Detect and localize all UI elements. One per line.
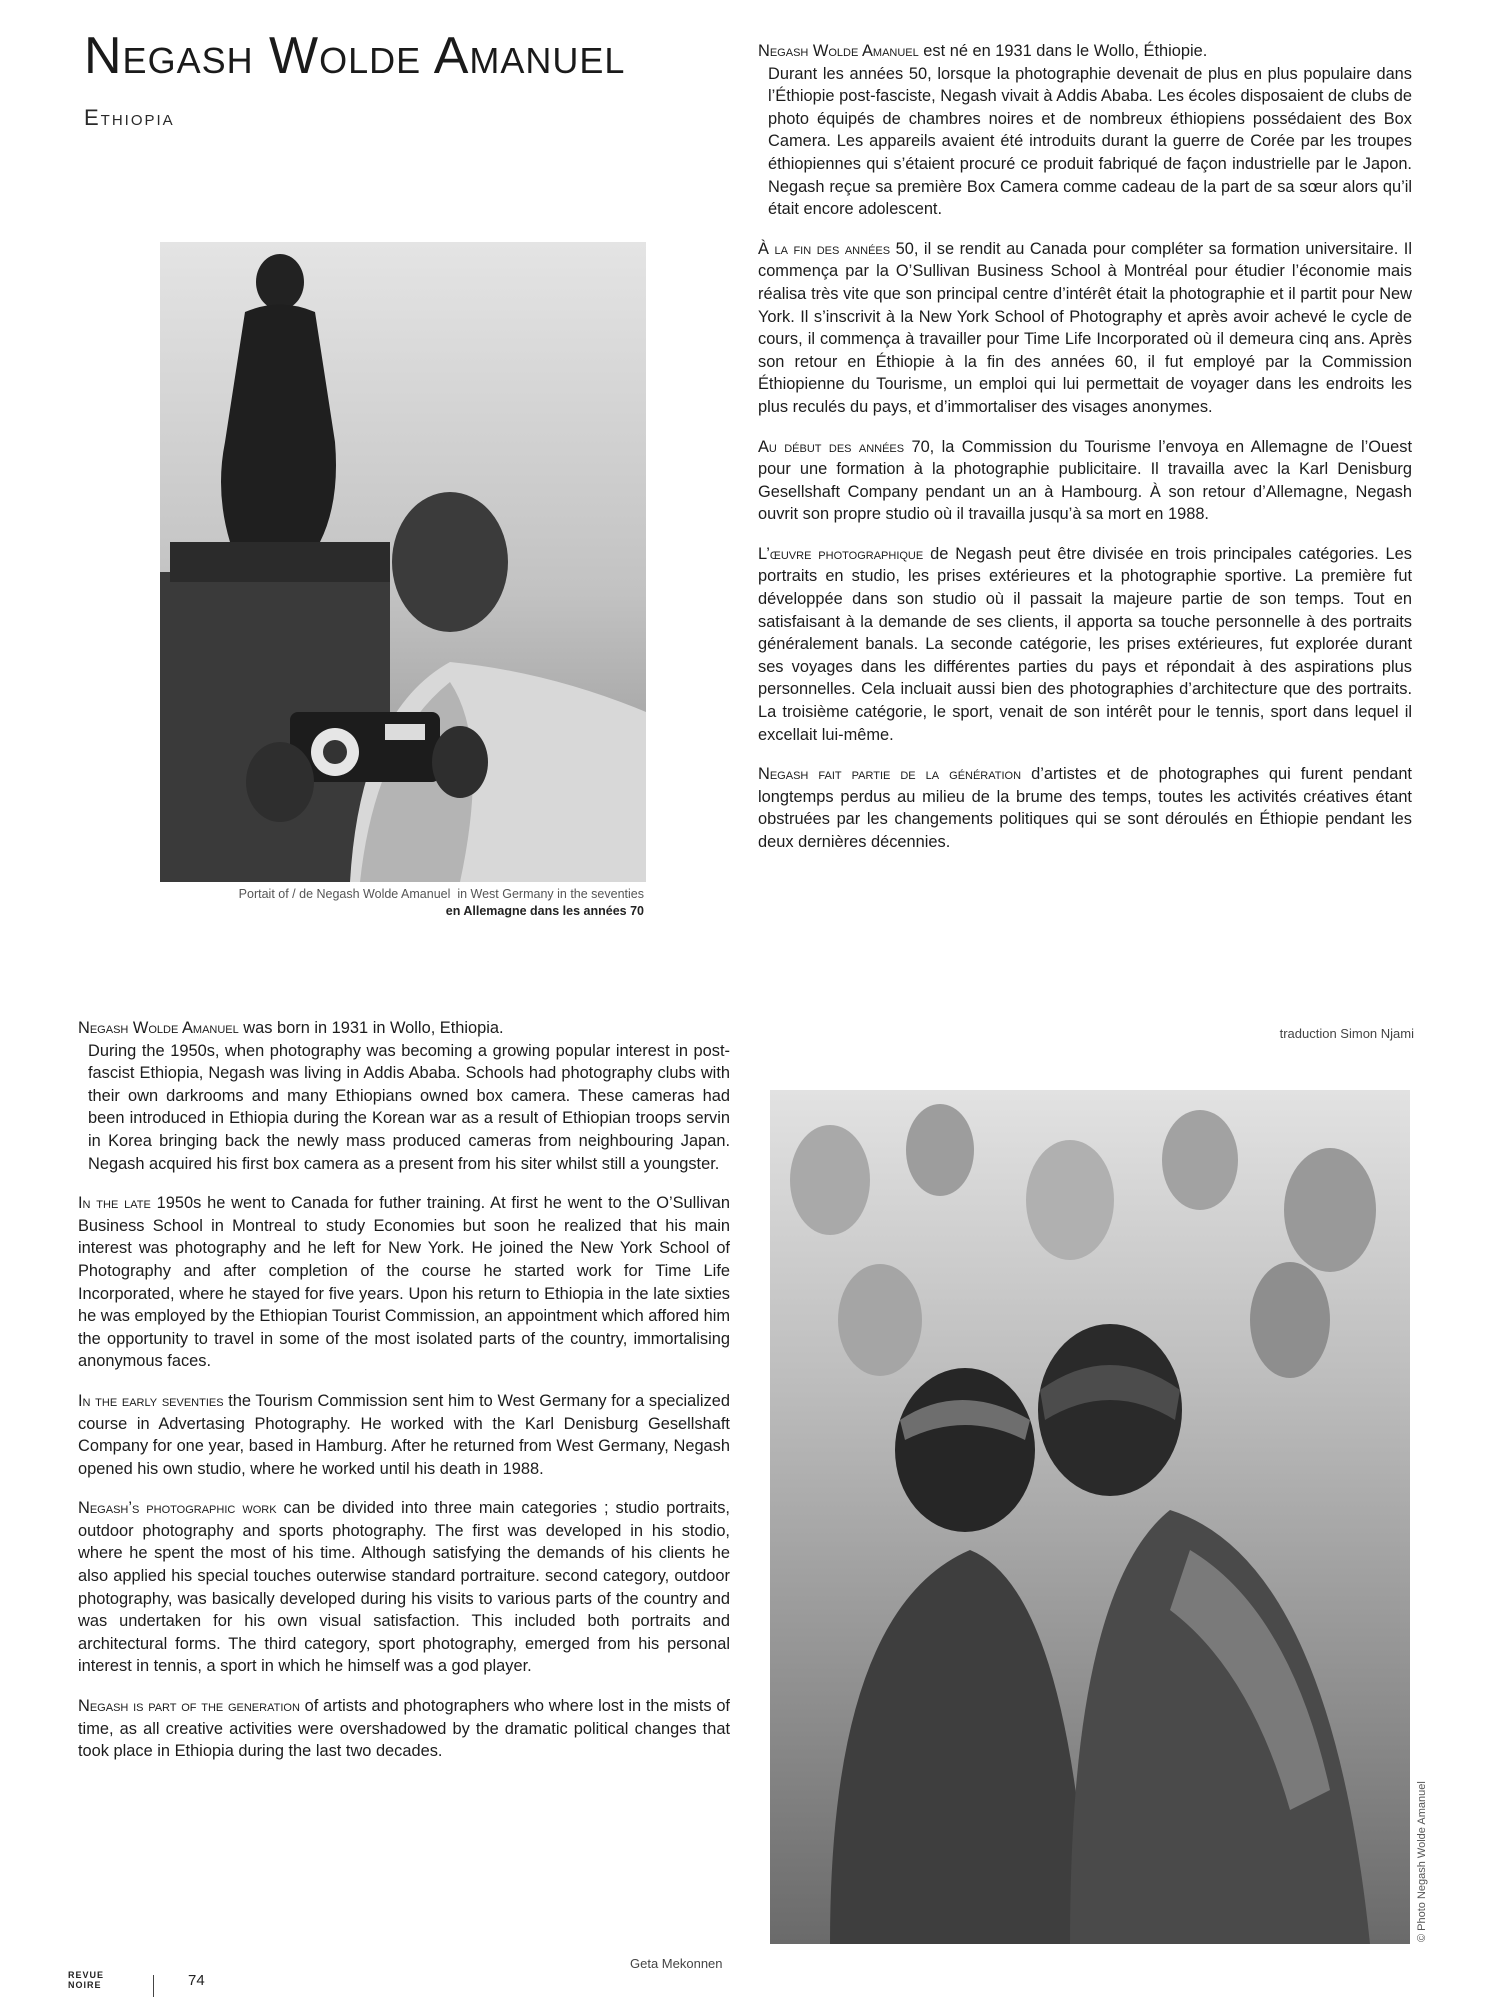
- fr-lead-3: Au début des années 70,: [758, 437, 935, 456]
- fr-paragraph-1: [758, 40, 1412, 63]
- fr-lead-1: Negash Wolde Amanuel: [758, 42, 919, 60]
- magazine-logo: [68, 1970, 104, 1990]
- fr-lead-4: L’œuvre photographique: [758, 544, 924, 563]
- fr-text-3: la Commission du Tourisme l’envoya en Allemagne de l’Ouest pour une formation à la photographie publicitaire. Il travailla avec la Karl Denisburg Gesellshaft Company pendant un an à Hambourg. À son retour d’Allemagne, Negash ouvrit son propre studio où il travailla jusqu’à sa mort en 1988.: [758, 437, 1412, 524]
- en-text-1: was born in 1931 in Wollo, Ethiopia.: [238, 1019, 504, 1037]
- caption-prefix: Portait of / de Negash Wolde Amanuel: [238, 887, 451, 901]
- country-subtitle: Ethiopia: [84, 105, 175, 130]
- en-paragraph-1b: During the 1950s, when photography was becoming a growing popular interest in post-fascist Ethiopia, Negash was living in Addis Ababa. Schools had photography clubs with their own darkrooms and many Ethiopians owned box camera. These cameras had been introduced in Ethiopia during the Korean war as a result of Ethiopian troops servin in Korea bringing back the newly mass produced cameras from neighbouring Japan. Negash acquired his first box camera as a present from his siter whilst still a youngster.: [88, 1041, 730, 1173]
- en-paragraph-2: [78, 1192, 730, 1373]
- fr-text-1: est né en 1931 dans le Wollo, Éthiopie.: [918, 42, 1208, 60]
- fr-text-2: il se rendit au Canada pour compléter sa formation universitaire. Il commença par la O’Sullivan Business School à Montréal pour étudier l’économie mais réalisa très vite que son principal centre d’intérêt était la photographie et il partit pour New York. Il s’inscrivit à la New York School of Photography et après avoir achevé le cycle de cours, il commença à travailler pour Time Life Incorporated où il demeura cinq ans. Après son retour en Éthiopie à la fin des années 60, il fut employé par la Commission Éthiopienne du Tourisme, un emploi qui lui permettait de voyager dans les endroits les plus reculés du pays, et d’immortaliser des visages anonymes.: [758, 239, 1413, 416]
- translation-credit: traduction Simon Njami: [1279, 1026, 1414, 1041]
- fr-paragraph-2: [758, 238, 1412, 419]
- caption-en: in West Germany in the seventies: [457, 887, 644, 901]
- en-lead-3: In the early seventies: [78, 1391, 224, 1410]
- fr-paragraph-5: [758, 763, 1412, 853]
- page-number: 74: [188, 1972, 205, 1989]
- en-lead-5: Negash is part of the generation: [78, 1697, 300, 1716]
- fr-text-4: de Negash peut être divisée en trois principales catégories. Les portraits en studio, les prises extérieures et la photographie sportive. La première fut développée dans son studio où il passait la majeure partie de son temps. Tout en satisfaisant à la demande de ses clients, il apporta sa touche personnelle à des portraits généralement banals. La seconde catégorie, les prises extérieures, fut explorée durant ses voyages dans les différentes parties du pays et répondait à des aspirations plus personnelles. Cela incluait aussi bien des photographies d’architecture que des portraits. La troisième catégorie, le sport, venait de son intérêt pour le tennis, sport dans lequel il excellait lui-même.: [758, 544, 1412, 744]
- women-photo-illustration: [770, 1090, 1410, 1944]
- en-lead-2: In the late: [78, 1194, 151, 1213]
- french-column: [758, 40, 1412, 871]
- english-column: [78, 1017, 730, 1780]
- en-text-2: 1950s he went to Canada for futher training. At first he went to the O’Sullivan Business School in Montreal to study Economies but soon he realized that his main interest was photography and he left for New York. He joined the New York School of Photography and after completion of the course he started work for Time Life Incorporated, where he stayed for five years. Upon his return to Ethiopia in the late sixties he was employed by the Ethiopian Tourist Commission, an appointment which affored him the opportunity to travel in some of the most isolated parts of the country, immortalising anonymous faces.: [78, 1194, 730, 1371]
- fr-paragraph-1b: Durant les années 50, lorsque la photographie devenait de plus en plus populaire dans l’Éthiopie post-fasciste, Negash vivait à Addis Ababa. Les écoles disposaient de clubs de photo équipés de chambres noires et de nombreux éthiopiens possédaient des Box Camera. Les appareils avaient été introduits durant la guerre de Corée par les troupes éthiopiennes qui s’étaient procuré ce produit fabriqué de façon industrielle par le Japon. Negash reçue sa première Box Camera comme cadeau de la part de sa sœur alors qu’il était encore adolescent.: [768, 64, 1412, 219]
- en-paragraph-3: [78, 1390, 730, 1480]
- fr-lead-2: À la fin des années 50,: [758, 239, 919, 258]
- women-photo: [770, 1090, 1410, 1944]
- fr-paragraph-3: [758, 436, 1412, 526]
- magazine-logo-line1: REVUE: [68, 1970, 105, 1980]
- fr-lead-5: Negash fait partie de la génération: [758, 765, 1022, 784]
- fr-text-5: d’artistes et de photographes qui furent pendant longtemps perdus au milieu de la brume des temps, toutes les activités créatives étant obstruées par les changements politiques qui se sont déroulés en Éthiopie pendant les deux dernières décennies.: [758, 765, 1412, 851]
- en-text-3: the Tourism Commission sent him to West Germany for a specialized course in Advertasing Photography. He worked with the Karl Denisburg Gesellshaft Company for one year, based in Hamburg. After he returned from West Germany, Negash opened his own studio, where he worked until his death in 1988.: [78, 1391, 730, 1478]
- en-paragraph-4: [78, 1497, 730, 1678]
- en-text-4: can be divided into three main categories ; studio portraits, outdoor photography and sports photography. The first was developed in his stodio, where he spent the most of his time. Although satisfying the demands of his clients he also applied his special touches outerwise standard portraiture. second category, outdoor photography, was basically developed during his visits to various parts of the country and was undertaken for his own visual satisfaction. This included both portraits and architectural forms. The third category, sport photography, emerged from his personal interest in tennis, a sport in which he himself was a god player.: [78, 1499, 730, 1676]
- magazine-logo-line2: NOIRE: [68, 1980, 102, 1990]
- footer-divider: [153, 1975, 154, 1997]
- portrait-photo: [160, 242, 646, 882]
- en-paragraph-1: [78, 1017, 730, 1040]
- en-lead-4: Negash’s photographic work: [78, 1499, 277, 1518]
- photo-credit: © Photo Negash Wolde Amanuel: [1416, 1781, 1428, 1942]
- en-lead-1: Negash Wolde Amanuel: [78, 1019, 239, 1037]
- en-paragraph-5: [78, 1695, 730, 1763]
- fr-paragraph-4: [758, 543, 1412, 746]
- en-text-5: of artists and photographers who where lost in the mists of time, as all creative activities were overshadowed by the dramatic political changes that took place in Ethiopia during the last two decades.: [78, 1697, 730, 1761]
- article-title: Negash Wolde Amanuel: [84, 27, 626, 85]
- caption-fr: en Allemagne dans les années 70: [445, 904, 644, 918]
- portrait-photo-illustration: [160, 242, 646, 882]
- author-credit: Geta Mekonnen: [630, 1956, 723, 1971]
- portrait-caption: [160, 886, 644, 920]
